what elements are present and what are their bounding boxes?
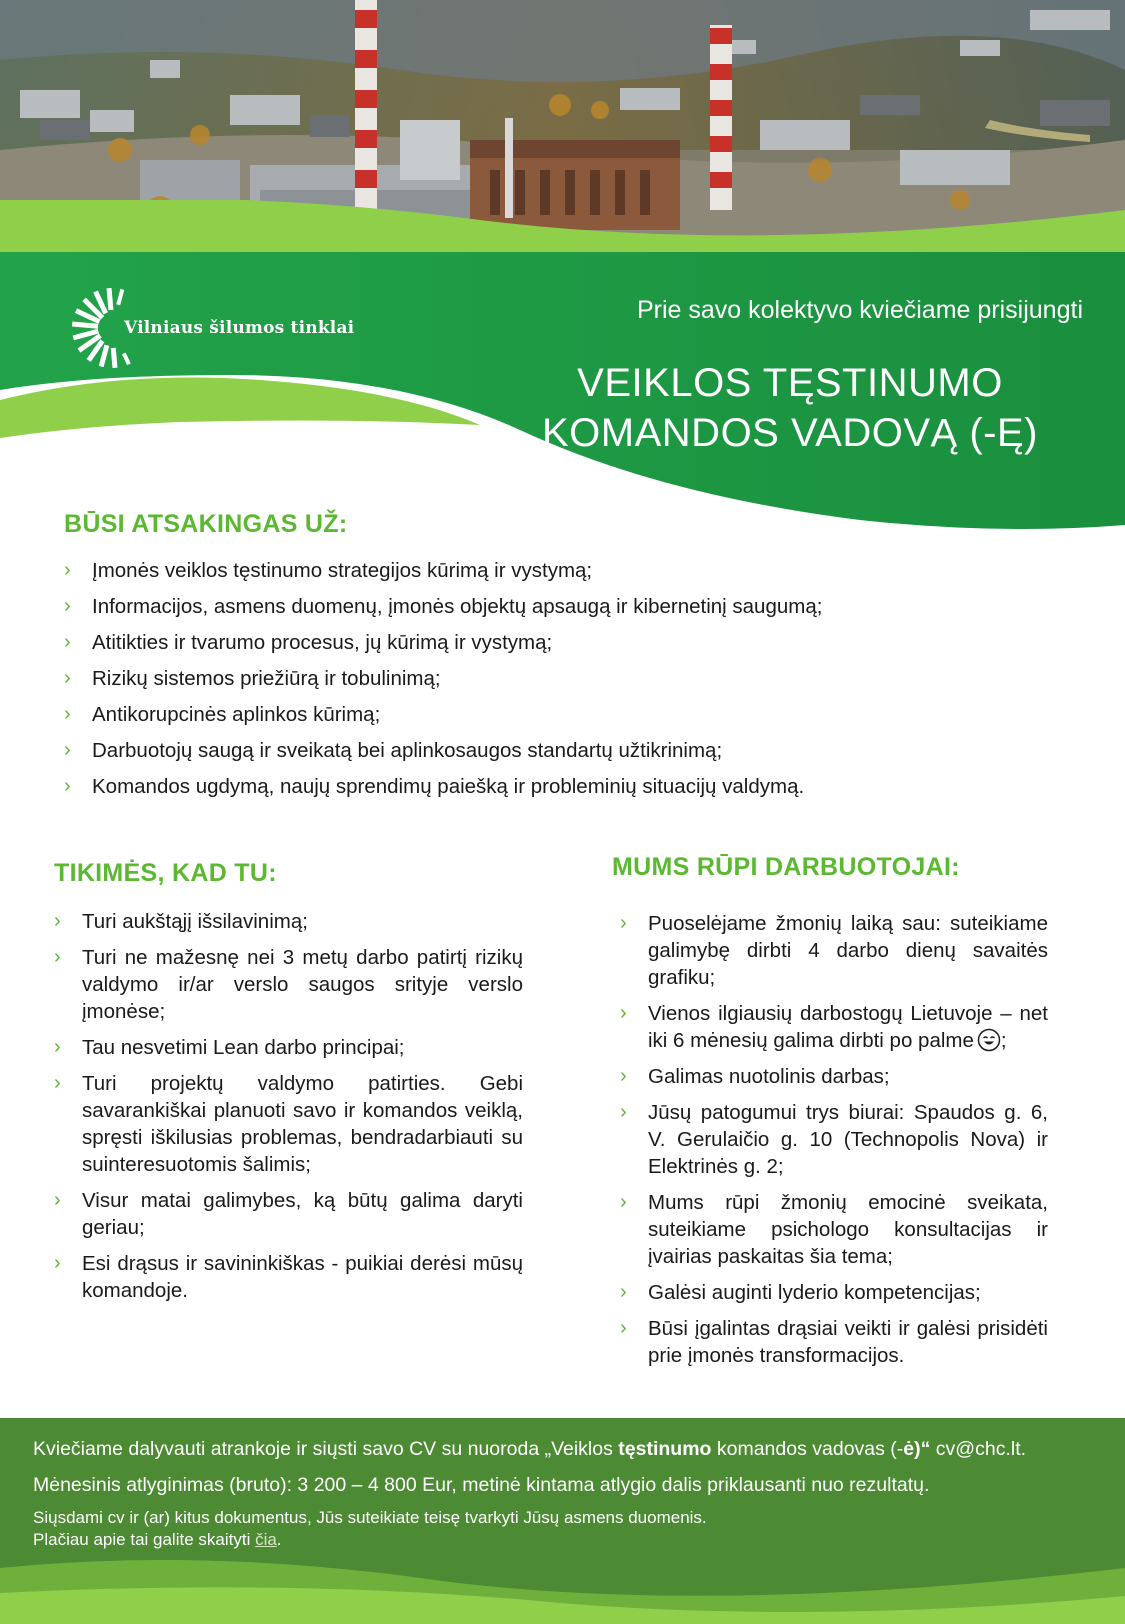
list-item: › Komandos ugdymą, naujų sprendimų paiešką ir probleminių situacijų valdymą.	[64, 775, 805, 798]
chevron-right-icon: ›	[64, 667, 71, 689]
list-item: › Visur matai galimybes, ką būtų galima daryti geriau;	[54, 1189, 523, 1239]
chevron-right-icon: ›	[64, 631, 71, 653]
list-item: › Įmonės veiklos tęstinumo strategijos kūrimą ir vystymą;	[64, 559, 593, 582]
list-item: › Galimas nuotolinis darbas;	[620, 1065, 890, 1088]
job-title	[510, 358, 1070, 458]
list-item: › Turi aukštąjį išsilavinimą;	[54, 910, 308, 933]
job-title-line1: VEIKLOS TĘSTINUMO	[577, 361, 1003, 405]
chevron-right-icon: ›	[620, 1101, 627, 1123]
chevron-right-icon: ›	[64, 595, 71, 617]
expectations-list	[54, 908, 523, 1313]
responsibilities-list	[64, 557, 1064, 809]
list-item: › Vienos ilgiausių darbostogų Lietuvoje – net iki 6 mėnesių galima dirbti po palme ;	[620, 1002, 1048, 1052]
privacy-link[interactable]: čia	[255, 1530, 277, 1549]
chevron-right-icon: ›	[620, 1191, 627, 1213]
chevron-right-icon: ›	[620, 1281, 627, 1303]
list-item: › Puoselėjame žmonių laiką sau: suteikiame galimybę dirbti 4 darbo dienų savaitės grafiku;	[620, 912, 1048, 989]
chevron-right-icon: ›	[620, 1002, 627, 1024]
footer-more-text: Plačiau apie tai galite skaityti čia.	[33, 1530, 282, 1549]
logo-text: Vilniaus šilumos tinklai	[124, 318, 355, 338]
list-item: › Tau nesvetimi Lean darbo principai;	[54, 1036, 405, 1059]
job-title-line2: KOMANDOS VADOVĄ (-Ę)	[542, 411, 1038, 455]
list-item: › Turi ne mažesnę nei 3 metų darbo patirtį rizikų valdymo ir/ar verslo saugos srityje verslo įmonėse;	[54, 946, 523, 1023]
chevron-right-icon: ›	[54, 1072, 61, 1094]
benefits-heading: MUMS RŪPI DARBUOTOJAI:	[612, 853, 960, 881]
list-item: › Turi projektų valdymo patirties. Gebi savarankiškai planuoti savo ir komandos veiklą, spręsti iškilusias problemas, bendradarbiauti su suinteresuotomis šalimis;	[54, 1072, 523, 1176]
chevron-right-icon: ›	[54, 946, 61, 968]
list-item: › Galėsi auginti lyderio kompetencijas;	[620, 1281, 981, 1304]
list-item: › Jūsų patogumui trys biurai: Spaudos g. 6, V. Gerulaičio g. 10 (Technopolis Nova) ir Elektrinės g. 2;	[620, 1101, 1048, 1178]
chevron-right-icon: ›	[64, 703, 71, 725]
footer-apply-text: Kviečiame dalyvauti atrankoje ir siųsti savo CV su nuoroda „Veiklos tęstinumo komandos vadovas (-ė)“ cv@chc.lt.	[33, 1438, 1027, 1460]
smiley-icon	[977, 1028, 1001, 1052]
chevron-right-icon: ›	[54, 1189, 61, 1211]
list-item: › Atitikties ir tvarumo procesus, jų kūrimą ir vystymą;	[64, 631, 553, 654]
list-item: › Esi drąsus ir savininkiškas - puikiai derėsi mūsų komandoje.	[54, 1252, 523, 1302]
list-item: › Informacijos, asmens duomenų, įmonės objektų apsaugą ir kibernetinį saugumą;	[64, 595, 823, 618]
list-item: › Antikorupcinės aplinkos kūrimą;	[64, 703, 381, 726]
footer-salary-text: Mėnesinis atlyginimas (bruto): 3 200 – 4 800 Eur, metinė kintama atlygio dalis priklausanti nuo rezultatų.	[33, 1474, 930, 1496]
list-item: › Darbuotojų saugą ir sveikatą bei aplinkosaugos standartų užtikrinimą;	[64, 739, 723, 762]
chevron-right-icon: ›	[64, 775, 71, 797]
company-logo	[72, 284, 372, 372]
footer-privacy-text: Siųsdami cv ir (ar) kitus dokumentus, Jūs suteikiate teisę tvarkyti Jūsų asmens duomenis.	[33, 1508, 707, 1527]
list-item: › Mums rūpi žmonių emocinė sveikata, suteikiame psichologo konsultacijas ir įvairias paskaitas šia tema;	[620, 1191, 1048, 1268]
chevron-right-icon: ›	[620, 912, 627, 934]
chevron-right-icon: ›	[64, 559, 71, 581]
benefits-list	[620, 910, 1048, 1378]
chevron-right-icon: ›	[54, 910, 61, 932]
list-item: › Rizikų sistemos priežiūrą ir tobulinimą;	[64, 667, 441, 690]
expectations-heading: TIKIMĖS, KAD TU:	[54, 859, 277, 887]
responsibilities-heading: BŪSI ATSAKINGAS UŽ:	[64, 510, 348, 538]
chevron-right-icon: ›	[64, 739, 71, 761]
chevron-right-icon: ›	[54, 1252, 61, 1274]
contact-email: cv@chc.lt.	[930, 1438, 1027, 1460]
header-tagline: Prie savo kolektyvo kviečiame prisijungti	[636, 296, 1083, 324]
chevron-right-icon: ›	[620, 1065, 627, 1087]
chevron-right-icon: ›	[54, 1036, 61, 1058]
chevron-right-icon: ›	[620, 1317, 627, 1339]
list-item: › Būsi įgalintas drąsiai veikti ir galėsi prisidėti prie įmonės transformacijos.	[620, 1317, 1048, 1367]
